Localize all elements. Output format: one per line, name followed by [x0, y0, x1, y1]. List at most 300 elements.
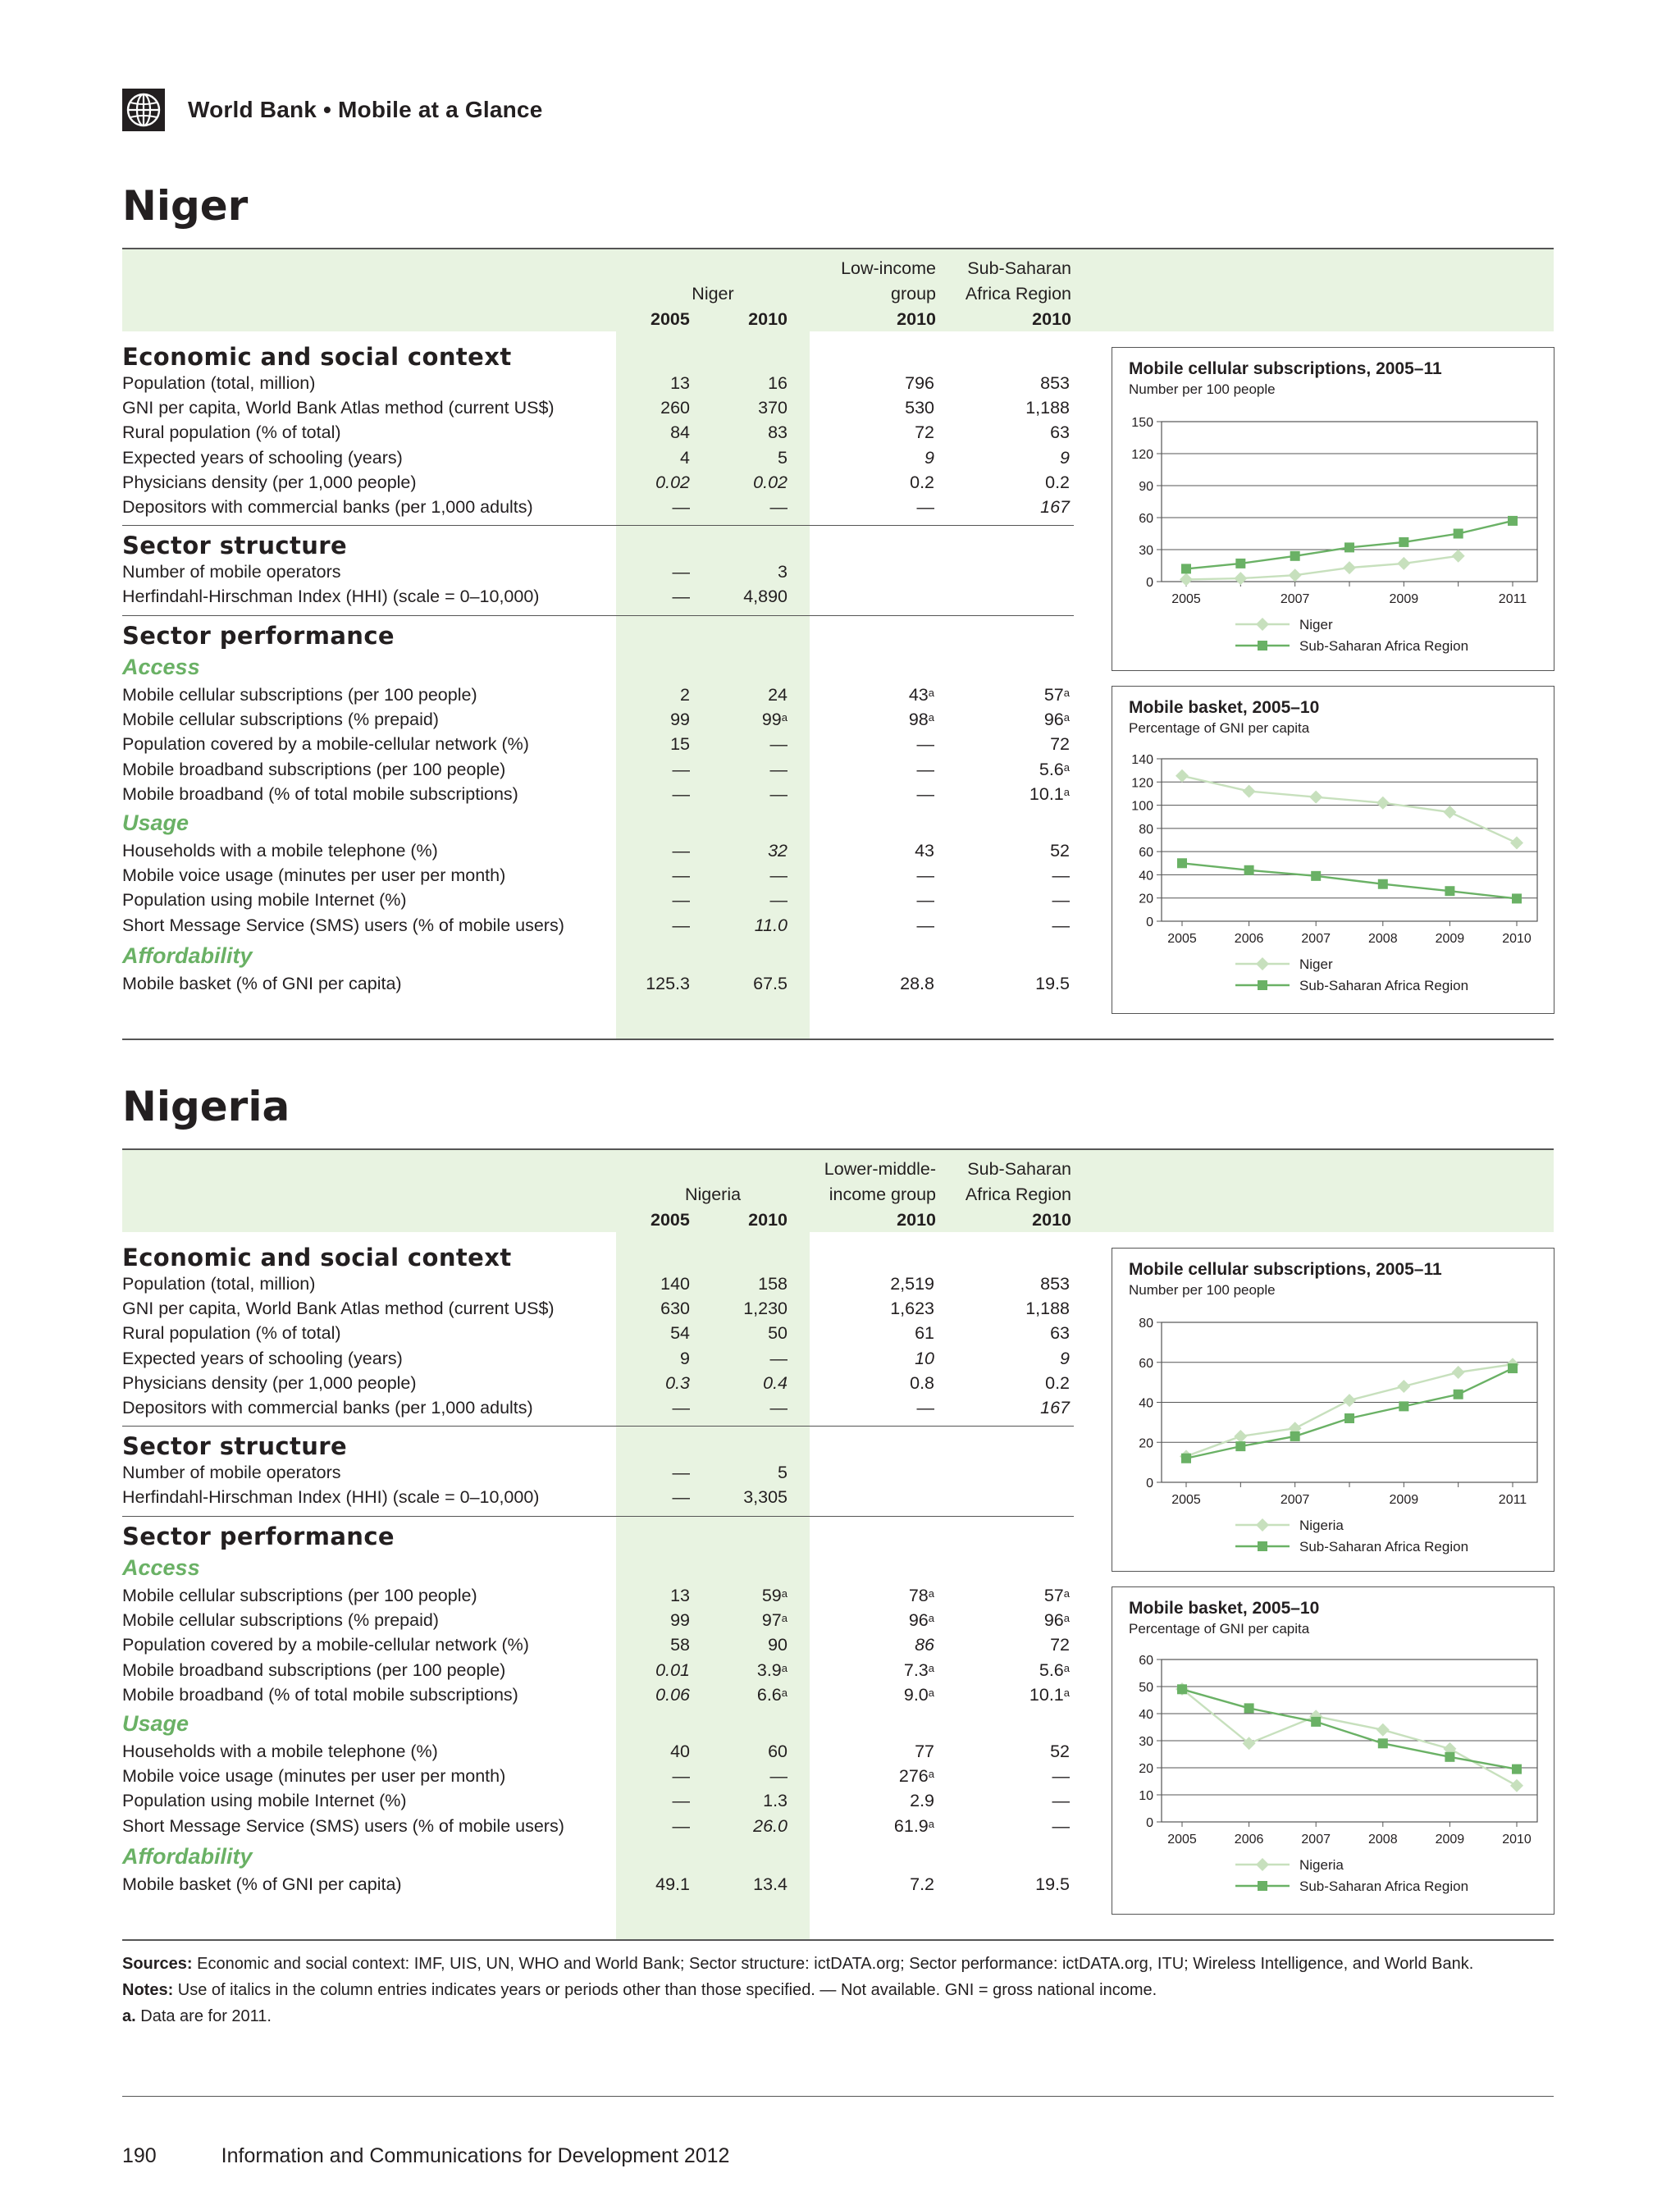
- cell-c2010: [763, 1788, 788, 1813]
- cell-value: 72: [915, 422, 934, 443]
- cell-value: —: [672, 1398, 690, 1418]
- cell-value: 77: [915, 1742, 934, 1761]
- cell-group: [904, 1682, 934, 1707]
- cell-c2010: [770, 1346, 788, 1371]
- chart-svg: [1112, 348, 1554, 670]
- chart-svg: [1112, 1587, 1554, 1914]
- data-point-square: [1508, 1363, 1518, 1373]
- cell-group: [909, 682, 934, 707]
- cell-region: [1050, 1321, 1070, 1345]
- cell-region: [1044, 682, 1070, 707]
- page-footer: [122, 2144, 729, 2168]
- cell-group: [917, 913, 935, 938]
- chart-title: Mobile cellular subscriptions, 2005–11: [1129, 359, 1442, 378]
- cell-value: —: [769, 734, 788, 755]
- cell-group: [904, 1658, 934, 1682]
- footnote-marker: a: [928, 1817, 934, 1830]
- country-col-years: [616, 307, 810, 332]
- cell-c2010: [757, 1682, 788, 1707]
- cell-value: 54: [670, 1323, 690, 1344]
- cell-value: 63: [1050, 1323, 1070, 1344]
- row-label: Population using mobile Internet (%): [122, 1791, 407, 1811]
- footnote-marker: a: [928, 711, 934, 724]
- cell-value: —: [769, 783, 788, 804]
- cell-value: 19.5: [1035, 1874, 1070, 1894]
- cell-value: 61.9: [893, 1815, 929, 1836]
- table-row: [122, 782, 1074, 806]
- notes-text: Use of italics in the column entries indicates years or periods other than those specified. — Not available. GNI = gross national income.: [177, 1981, 1157, 1999]
- row-label: Number of mobile operators: [122, 1463, 341, 1482]
- legend-marker: [1258, 1541, 1267, 1551]
- data-point-diamond: [1376, 1723, 1390, 1737]
- cell-c2010: [770, 732, 788, 756]
- cell-value: 3: [778, 562, 788, 582]
- y-tick-label: 10: [1139, 1789, 1153, 1803]
- region-year: [943, 1208, 1071, 1233]
- cell-c2005: [655, 1658, 690, 1682]
- cell-value: —: [916, 915, 934, 935]
- data-point-diamond: [1510, 837, 1523, 850]
- legend-marker: [1256, 957, 1269, 970]
- cell-value: —: [672, 1463, 690, 1482]
- cell-value: —: [672, 1791, 690, 1811]
- data-point-square: [1244, 1703, 1254, 1713]
- cell-c2010: [768, 682, 788, 707]
- table-row: [122, 1296, 1074, 1321]
- cell-group: [910, 1788, 934, 1813]
- cell-region: [1044, 707, 1070, 732]
- cell-group: [905, 371, 934, 395]
- y-tick-label: 50: [1139, 1681, 1153, 1695]
- cell-c2005: [670, 1583, 690, 1608]
- data-point-square: [1177, 858, 1187, 868]
- x-tick-label: 2005: [1167, 1833, 1197, 1847]
- cell-c2005: [673, 888, 691, 912]
- chart-title: Mobile cellular subscriptions, 2005–11: [1129, 1260, 1442, 1279]
- cell-c2010: [768, 1321, 788, 1345]
- cell-c2010: [743, 1296, 788, 1321]
- cell-c2010: [758, 1271, 788, 1296]
- x-tick-label: 2007: [1280, 592, 1310, 606]
- cell-value: —: [672, 587, 690, 607]
- cell-c2010: [743, 1485, 788, 1509]
- cell-value: —: [769, 865, 788, 886]
- data-point-diamond: [1343, 561, 1356, 574]
- group-label-1: Low-income: [841, 258, 936, 278]
- year-2010-label: 2010: [748, 309, 788, 329]
- row-label: Population covered by a mobile-cellular network (%): [122, 734, 529, 755]
- cell-value: 28.8: [900, 974, 934, 993]
- cell-value: 0.2: [910, 472, 934, 492]
- cell-group: [910, 1872, 934, 1897]
- row-label: Mobile basket (% of GNI per capita): [122, 974, 402, 993]
- cell-region: [1039, 757, 1070, 782]
- cell-value: 1,623: [890, 1299, 934, 1319]
- year-2010-label: 2010: [748, 1210, 788, 1230]
- cell-group: [924, 445, 934, 470]
- cell-c2005: [673, 1788, 691, 1813]
- data-point-diamond: [1243, 785, 1256, 798]
- y-tick-label: 40: [1139, 1396, 1153, 1411]
- page-header: [122, 89, 542, 131]
- table-row: [122, 420, 1074, 445]
- cell-c2005: [660, 1296, 690, 1321]
- cell-value: 10.1: [1029, 783, 1064, 804]
- cell-value: 13: [670, 373, 690, 393]
- cell-value: 796: [905, 373, 934, 393]
- cell-value: —: [769, 759, 788, 779]
- x-tick-label: 2011: [1498, 1493, 1527, 1507]
- subsection-heading: Usage: [122, 1711, 189, 1736]
- cell-c2010: [768, 371, 788, 395]
- y-tick-label: 40: [1139, 1708, 1153, 1722]
- data-point-square: [1181, 1454, 1191, 1463]
- data-point-diamond: [1343, 1394, 1356, 1407]
- section-heading: Sector structure: [122, 1432, 348, 1460]
- cell-region: [1052, 888, 1071, 912]
- cell-value: —: [916, 759, 934, 779]
- cell-value: 57: [1043, 1586, 1064, 1605]
- row-label: Expected years of schooling (years): [122, 1348, 403, 1368]
- sources-label: Sources:: [122, 1955, 193, 1973]
- sources-text: Economic and social context: IMF, UIS, UN, WHO and World Bank; Sector structure: ictDATA.org; Sector performance: ictDATA.org, ITU; Wireless Intelligence, and World Bank.: [197, 1955, 1474, 1973]
- cell-value: 24: [768, 685, 788, 705]
- legend-label: Nigeria: [1299, 1857, 1344, 1873]
- cell-value: 43: [908, 685, 929, 705]
- cell-value: 13: [670, 1586, 690, 1605]
- cell-c2005: [673, 584, 691, 609]
- section-heading: Economic and social context: [122, 343, 512, 371]
- table-row: [122, 707, 1074, 732]
- table-row: [122, 913, 1074, 938]
- cell-region: [1039, 1658, 1070, 1682]
- data-point-square: [1290, 551, 1300, 561]
- cell-value: 0.4: [763, 1372, 788, 1393]
- cell-c2010: [770, 863, 788, 888]
- group-label-line2: [819, 1182, 936, 1208]
- table-row: [122, 1346, 1074, 1371]
- y-tick-label: 60: [1139, 512, 1153, 526]
- cell-c2005: [670, 1608, 690, 1632]
- cell-group: [917, 757, 935, 782]
- footer-divider: [122, 2096, 1554, 2097]
- section-heading: Sector structure: [122, 532, 348, 559]
- x-tick-label: 2010: [1502, 1833, 1532, 1847]
- cell-c2010: [768, 1739, 788, 1764]
- footnote-marker: a: [928, 1768, 934, 1781]
- region-label-line1: [943, 1157, 1071, 1182]
- cell-value: —: [769, 1398, 788, 1418]
- cell-region: [1025, 1296, 1070, 1321]
- cell-value: 1,230: [743, 1299, 788, 1319]
- y-tick-label: 30: [1139, 1735, 1153, 1749]
- series-line-niger: [1182, 776, 1517, 843]
- chart-svg: [1112, 687, 1554, 1013]
- cell-c2005: [673, 1764, 691, 1788]
- table-row: [122, 1682, 1074, 1707]
- cell-value: —: [769, 1766, 788, 1787]
- row-label: GNI per capita, World Bank Atlas method (current US$): [122, 398, 555, 418]
- chart-title: Mobile basket, 2005–10: [1129, 698, 1320, 717]
- y-tick-label: 20: [1139, 1762, 1153, 1776]
- cell-group: [917, 863, 935, 888]
- cell-region: [1050, 732, 1070, 756]
- data-point-square: [1311, 871, 1321, 881]
- data-point-square: [1311, 1717, 1321, 1727]
- cell-c2005: [673, 757, 691, 782]
- row-label: Mobile cellular subscriptions (per 100 people): [122, 1586, 477, 1605]
- table-row: [122, 1485, 1074, 1509]
- table-row: [122, 863, 1074, 888]
- cell-group: [899, 1764, 934, 1788]
- footnote-marker: a: [1063, 1686, 1070, 1699]
- cell-c2005: [673, 559, 691, 584]
- cell-c2010: [770, 782, 788, 806]
- row-label: Herfindahl-Hirschman Index (HHI) (scale = 0–10,000): [122, 1487, 540, 1508]
- cell-value: 6.6: [756, 1684, 782, 1705]
- footnote-marker: a: [781, 1587, 788, 1600]
- legend-marker: [1256, 618, 1269, 631]
- data-point-square: [1378, 1738, 1388, 1748]
- cell-value: 853: [1040, 373, 1070, 393]
- cell-c2005: [673, 863, 691, 888]
- cell-c2010: [758, 395, 788, 420]
- cell-c2005: [670, 732, 690, 756]
- data-point-diamond: [1234, 572, 1247, 585]
- table-row: [122, 1872, 1074, 1897]
- cell-region: [1052, 1764, 1071, 1788]
- cell-value: 63: [1050, 422, 1070, 443]
- cell-value: 0.3: [665, 1372, 690, 1393]
- legend-label: Sub-Saharan Africa Region: [1299, 978, 1469, 993]
- cell-value: 2: [680, 685, 690, 705]
- cell-c2010: [778, 445, 788, 470]
- legend-label: Sub-Saharan Africa Region: [1299, 1879, 1469, 1894]
- table-row: [122, 682, 1074, 707]
- publisher-title: World Bank • Mobile at a Glance: [188, 97, 543, 122]
- cell-value: —: [672, 890, 690, 911]
- cell-c2005: [680, 1346, 690, 1371]
- footnote-marker: a: [1063, 1612, 1070, 1625]
- cell-value: 90: [768, 1635, 788, 1655]
- cell-c2010: [770, 495, 788, 519]
- cell-region: [1025, 395, 1070, 420]
- data-point-square: [1235, 1441, 1245, 1451]
- cell-value: 15: [670, 734, 690, 755]
- row-label: Rural population (% of total): [122, 1323, 341, 1344]
- cell-value: 1,188: [1025, 398, 1070, 418]
- data-point-square: [1454, 1390, 1463, 1399]
- cell-c2005: [655, 1872, 690, 1897]
- x-tick-label: 2006: [1234, 1833, 1264, 1847]
- group-label-line1: [819, 1157, 936, 1182]
- data-point-diamond: [1309, 791, 1322, 804]
- data-point-square: [1344, 542, 1354, 552]
- y-tick-label: 0: [1146, 1816, 1153, 1830]
- cell-value: 61: [915, 1323, 934, 1344]
- cell-c2005: [673, 1460, 691, 1485]
- y-tick-label: 60: [1139, 1654, 1153, 1668]
- cell-c2005: [665, 1371, 690, 1395]
- table-row: [122, 1271, 1074, 1296]
- cell-region: [1050, 838, 1070, 863]
- source-notes: [122, 1951, 1554, 2029]
- table-row: [122, 470, 1074, 495]
- cell-value: —: [672, 759, 690, 779]
- series-line-sub-saharan-africa-region: [1186, 1368, 1513, 1459]
- cell-value: 0.02: [655, 472, 690, 492]
- cell-region: [1045, 1371, 1070, 1395]
- data-point-square: [1378, 879, 1388, 889]
- row-label: Population (total, million): [122, 1274, 316, 1294]
- cell-c2005: [660, 1271, 690, 1296]
- row-label: Herfindahl-Hirschman Index (HHI) (scale = 0–10,000): [122, 587, 540, 607]
- cell-value: 140: [660, 1274, 690, 1294]
- chart-svg: [1112, 1249, 1554, 1571]
- row-label: Population using mobile Internet (%): [122, 890, 407, 911]
- cell-value: 96: [1043, 710, 1064, 730]
- cell-c2005: [670, 707, 690, 732]
- cell-group: [917, 782, 935, 806]
- section-heading: Sector performance: [122, 622, 395, 650]
- cell-c2010: [768, 838, 788, 863]
- cell-region: [1052, 913, 1071, 938]
- cell-value: 853: [1040, 1274, 1070, 1294]
- cell-c2005: [646, 971, 690, 996]
- plot-area: [1162, 422, 1537, 582]
- cell-value: 97: [761, 1610, 782, 1631]
- cell-c2005: [673, 1485, 691, 1509]
- cell-value: 2.9: [910, 1791, 934, 1811]
- cell-c2005: [673, 1814, 691, 1838]
- cell-value: 60: [768, 1742, 788, 1761]
- footnote-marker: a: [1063, 1587, 1070, 1600]
- data-point-square: [1399, 537, 1408, 547]
- cell-c2010: [762, 707, 788, 732]
- cell-value: 78: [908, 1586, 929, 1605]
- cell-c2010: [753, 971, 788, 996]
- footnote-marker: a: [1063, 711, 1070, 724]
- data-point-square: [1290, 1431, 1300, 1441]
- y-tick-label: 30: [1139, 544, 1153, 558]
- region-year: [943, 307, 1071, 332]
- cell-value: 13.4: [753, 1874, 788, 1894]
- row-label: Mobile cellular subscriptions (% prepaid): [122, 1610, 439, 1631]
- cell-c2005: [655, 1682, 690, 1707]
- data-point-diamond: [1176, 769, 1189, 783]
- subsection-heading: Affordability: [122, 943, 253, 968]
- table-row: [122, 559, 1074, 584]
- cell-value: 125.3: [646, 974, 690, 993]
- cell-value: 5.6: [1039, 1659, 1064, 1680]
- cell-region: [1050, 1632, 1070, 1657]
- data-point-diamond: [1510, 1779, 1523, 1792]
- cell-value: 370: [758, 398, 788, 418]
- row-label: Mobile broadband subscriptions (per 100 people): [122, 1659, 506, 1680]
- cell-value: —: [672, 915, 690, 935]
- cell-value: —: [1052, 1815, 1070, 1836]
- legend-marker: [1258, 1881, 1267, 1891]
- cell-value: 99: [670, 1610, 690, 1631]
- table-row: [122, 1658, 1074, 1682]
- footnote-marker: a: [928, 1587, 934, 1600]
- legend-marker: [1258, 641, 1267, 651]
- cell-c2010: [753, 1872, 788, 1897]
- y-tick-label: 0: [1146, 1477, 1153, 1491]
- cell-group: [905, 395, 934, 420]
- section-divider: [122, 1426, 1074, 1427]
- cell-c2010: [762, 1583, 788, 1608]
- cell-value: —: [672, 1487, 690, 1508]
- group-col-header: [819, 256, 936, 332]
- cell-value: 167: [1040, 497, 1070, 517]
- footnote-a-text: Data are for 2011.: [140, 2007, 272, 2025]
- x-tick-label: 2009: [1389, 592, 1419, 606]
- y-tick-label: 20: [1139, 892, 1153, 906]
- cell-value: 260: [660, 398, 690, 418]
- cell-value: —: [1052, 890, 1070, 911]
- cell-value: —: [672, 841, 690, 861]
- cell-c2010: [770, 757, 788, 782]
- cell-c2005: [673, 913, 691, 938]
- cell-c2005: [673, 1395, 691, 1420]
- data-point-square: [1181, 564, 1191, 573]
- cell-value: —: [672, 562, 690, 582]
- y-tick-label: 100: [1131, 799, 1153, 814]
- footnote-marker: a: [928, 687, 934, 699]
- cell-value: 84: [670, 422, 690, 443]
- data-point-square: [1235, 559, 1245, 568]
- cell-value: 72: [1050, 734, 1070, 755]
- cell-value: 7.3: [903, 1659, 929, 1680]
- x-tick-label: 2006: [1234, 932, 1264, 946]
- chart: [1112, 1586, 1554, 1915]
- cell-value: 59: [761, 1586, 782, 1605]
- y-tick-label: 20: [1139, 1436, 1153, 1451]
- region-year-label: 2010: [1032, 1210, 1071, 1230]
- country-title: Niger: [122, 182, 249, 230]
- cell-value: —: [1052, 865, 1070, 886]
- cell-c2010: [770, 1395, 788, 1420]
- row-label: Number of mobile operators: [122, 562, 341, 582]
- table-row: [122, 1608, 1074, 1632]
- cell-group: [915, 1346, 934, 1371]
- cell-c2005: [670, 420, 690, 445]
- footnote-marker: a: [1063, 760, 1070, 774]
- footnote-marker: a: [928, 1661, 934, 1674]
- table-row: [122, 395, 1074, 420]
- data-point-square: [1512, 1764, 1522, 1774]
- row-label: Mobile cellular subscriptions (% prepaid): [122, 710, 439, 730]
- footnote-marker: a: [928, 1612, 934, 1625]
- cell-group: [900, 971, 934, 996]
- row-label: Depositors with commercial banks (per 1,000 adults): [122, 1398, 533, 1418]
- cell-region: [1040, 1271, 1070, 1296]
- cell-group: [890, 1271, 934, 1296]
- cell-region: [1035, 1872, 1070, 1897]
- row-label: Expected years of schooling (years): [122, 447, 403, 468]
- group-label-line1: [819, 256, 936, 281]
- cell-value: 98: [908, 710, 929, 730]
- x-tick-label: 2007: [1301, 1833, 1331, 1847]
- table-row: [122, 1788, 1074, 1813]
- cell-c2005: [670, 1739, 690, 1764]
- region-col-header: [943, 256, 1071, 332]
- x-tick-label: 2008: [1368, 1833, 1398, 1847]
- legend-marker: [1256, 1518, 1269, 1532]
- x-tick-label: 2009: [1435, 932, 1465, 946]
- section-divider: [122, 525, 1074, 526]
